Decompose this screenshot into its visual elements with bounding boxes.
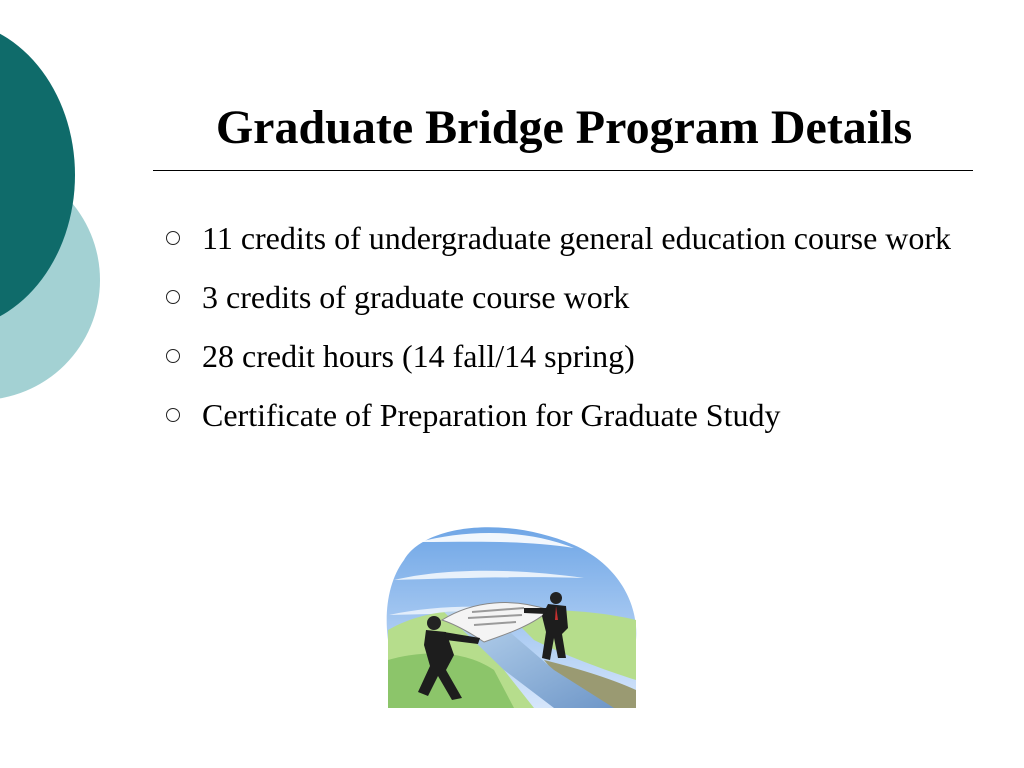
title-divider <box>153 170 973 171</box>
bullet-text: 11 credits of undergraduate general education course work <box>202 220 952 256</box>
bullet-item <box>160 215 980 262</box>
bullet-text: 3 credits of graduate course work <box>202 279 630 315</box>
bullet-list <box>160 215 980 451</box>
bullet-item <box>160 333 980 380</box>
bullet-text: 28 credit hours (14 fall/14 spring) <box>202 338 635 374</box>
businessmen-bridging-river-icon <box>384 520 640 708</box>
bullet-item <box>160 392 980 439</box>
slide-title: Graduate Bridge Program Details <box>215 101 913 154</box>
bullet-item <box>160 274 980 321</box>
hollow-circle-icon <box>166 408 180 422</box>
bullet-text: Certificate of Preparation for Graduate Study <box>202 397 781 433</box>
hollow-circle-icon <box>166 290 180 304</box>
hollow-circle-icon <box>166 231 180 245</box>
hollow-circle-icon <box>166 349 180 363</box>
